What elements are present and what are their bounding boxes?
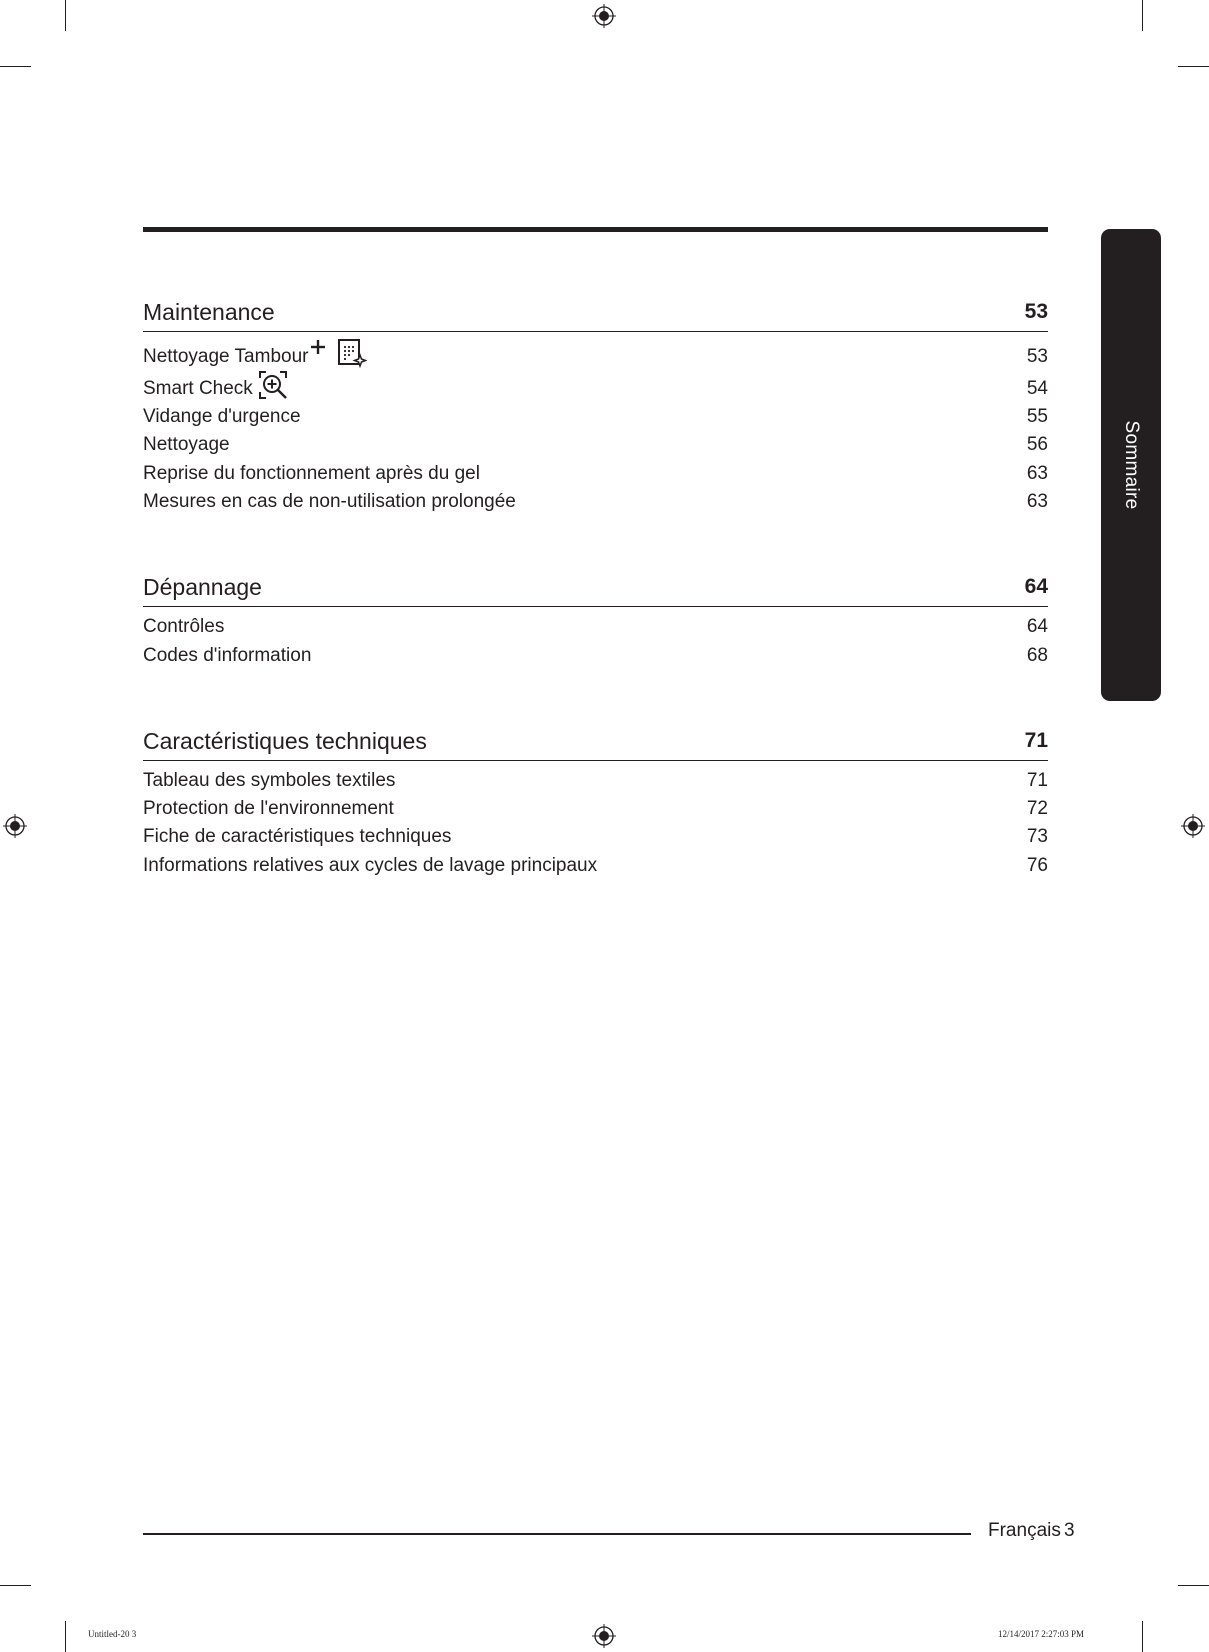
section-header[interactable] [143,722,1048,761]
toc-entry-label: Vidange d'urgence [143,406,301,427]
toc-entry[interactable] [143,794,1048,822]
toc-entry[interactable] [143,607,1048,640]
toc-entry-page: 53 [1026,346,1048,367]
toc-entry-page: 71 [1026,770,1048,791]
section-title: Maintenance [143,299,275,325]
toc-entry[interactable] [143,430,1048,458]
crop-mark [65,1621,66,1652]
print-slug-right: 12/14/2017 2:27:03 PM [998,1629,1085,1639]
crop-mark [0,66,31,67]
section-page-number: 71 [1024,729,1048,752]
plus-icon [309,338,327,368]
toc-entry[interactable] [143,458,1048,487]
toc-entry-label: Protection de l'environnement [143,798,394,819]
section-page-number: 64 [1024,575,1048,598]
toc-entry[interactable] [143,850,1048,879]
toc-section-maintenance [143,293,1048,515]
toc-entry[interactable] [143,761,1048,794]
toc-entry-label [143,338,367,368]
print-slug-left: Untitled-20 3 [88,1629,137,1639]
toc-entry-label: Mesures en cas de non-utilisation prolongée [143,491,516,512]
section-header[interactable] [143,293,1048,332]
toc-entry-page: 72 [1026,798,1048,819]
toc-entry[interactable] [143,332,1048,370]
toc-entry-label [143,370,290,400]
section-page-number: 53 [1024,300,1048,323]
toc-entry[interactable] [143,402,1048,430]
toc-entry-page: 73 [1026,826,1048,847]
toc-section-depannage [143,568,1048,669]
toc-entry[interactable] [143,640,1048,669]
toc-entry-page: 68 [1026,645,1048,666]
toc-entry[interactable] [143,822,1048,850]
toc-section-caracteristiques [143,722,1048,879]
footer-page-number: 3 [1064,1520,1075,1541]
section-header[interactable] [143,568,1048,607]
crop-mark [1178,1585,1209,1586]
toc-entry-page: 76 [1026,855,1048,876]
top-rule [143,227,1048,232]
smart-check-icon [258,370,290,400]
footer-rule [143,1533,971,1535]
section-title: Dépannage [143,574,262,600]
toc-entry[interactable] [143,370,1048,402]
toc-entry-page: 54 [1026,378,1048,399]
toc-entry-text: Smart Check [143,378,253,399]
toc-entry-page: 63 [1026,463,1048,484]
toc-entry-page: 63 [1026,491,1048,512]
toc-entry-label: Informations relatives aux cycles de lavage principaux [143,855,598,876]
crop-mark [1178,66,1209,67]
toc-entry-page: 56 [1026,434,1048,455]
section-title: Caractéristiques techniques [143,728,427,754]
toc-entry-label: Fiche de caractéristiques techniques [143,826,452,847]
toc-entry[interactable] [143,487,1048,515]
toc-entry-label: Nettoyage [143,434,230,455]
crop-mark [1142,1621,1143,1652]
crop-mark [0,1585,31,1586]
toc-entry-label: Reprise du fonctionnement après du gel [143,463,480,484]
drum-clean-icon [337,338,367,368]
registration-mark-icon [3,814,27,838]
toc-entry-label: Codes d'information [143,645,312,666]
crop-mark [65,0,66,31]
crop-mark [1142,0,1143,31]
toc-entry-label: Tableau des symboles textiles [143,770,396,791]
toc-entry-text: Nettoyage Tambour [143,346,309,367]
footer-language: Français [988,1520,1061,1541]
side-tab-label: Sommaire [1121,420,1142,510]
toc-entry-label: Contrôles [143,616,225,637]
toc-entry-page: 64 [1026,616,1048,637]
toc-entry-page: 55 [1026,406,1048,427]
registration-mark-icon [1181,814,1205,838]
registration-mark-icon [592,1624,616,1648]
registration-mark-icon [592,4,616,28]
